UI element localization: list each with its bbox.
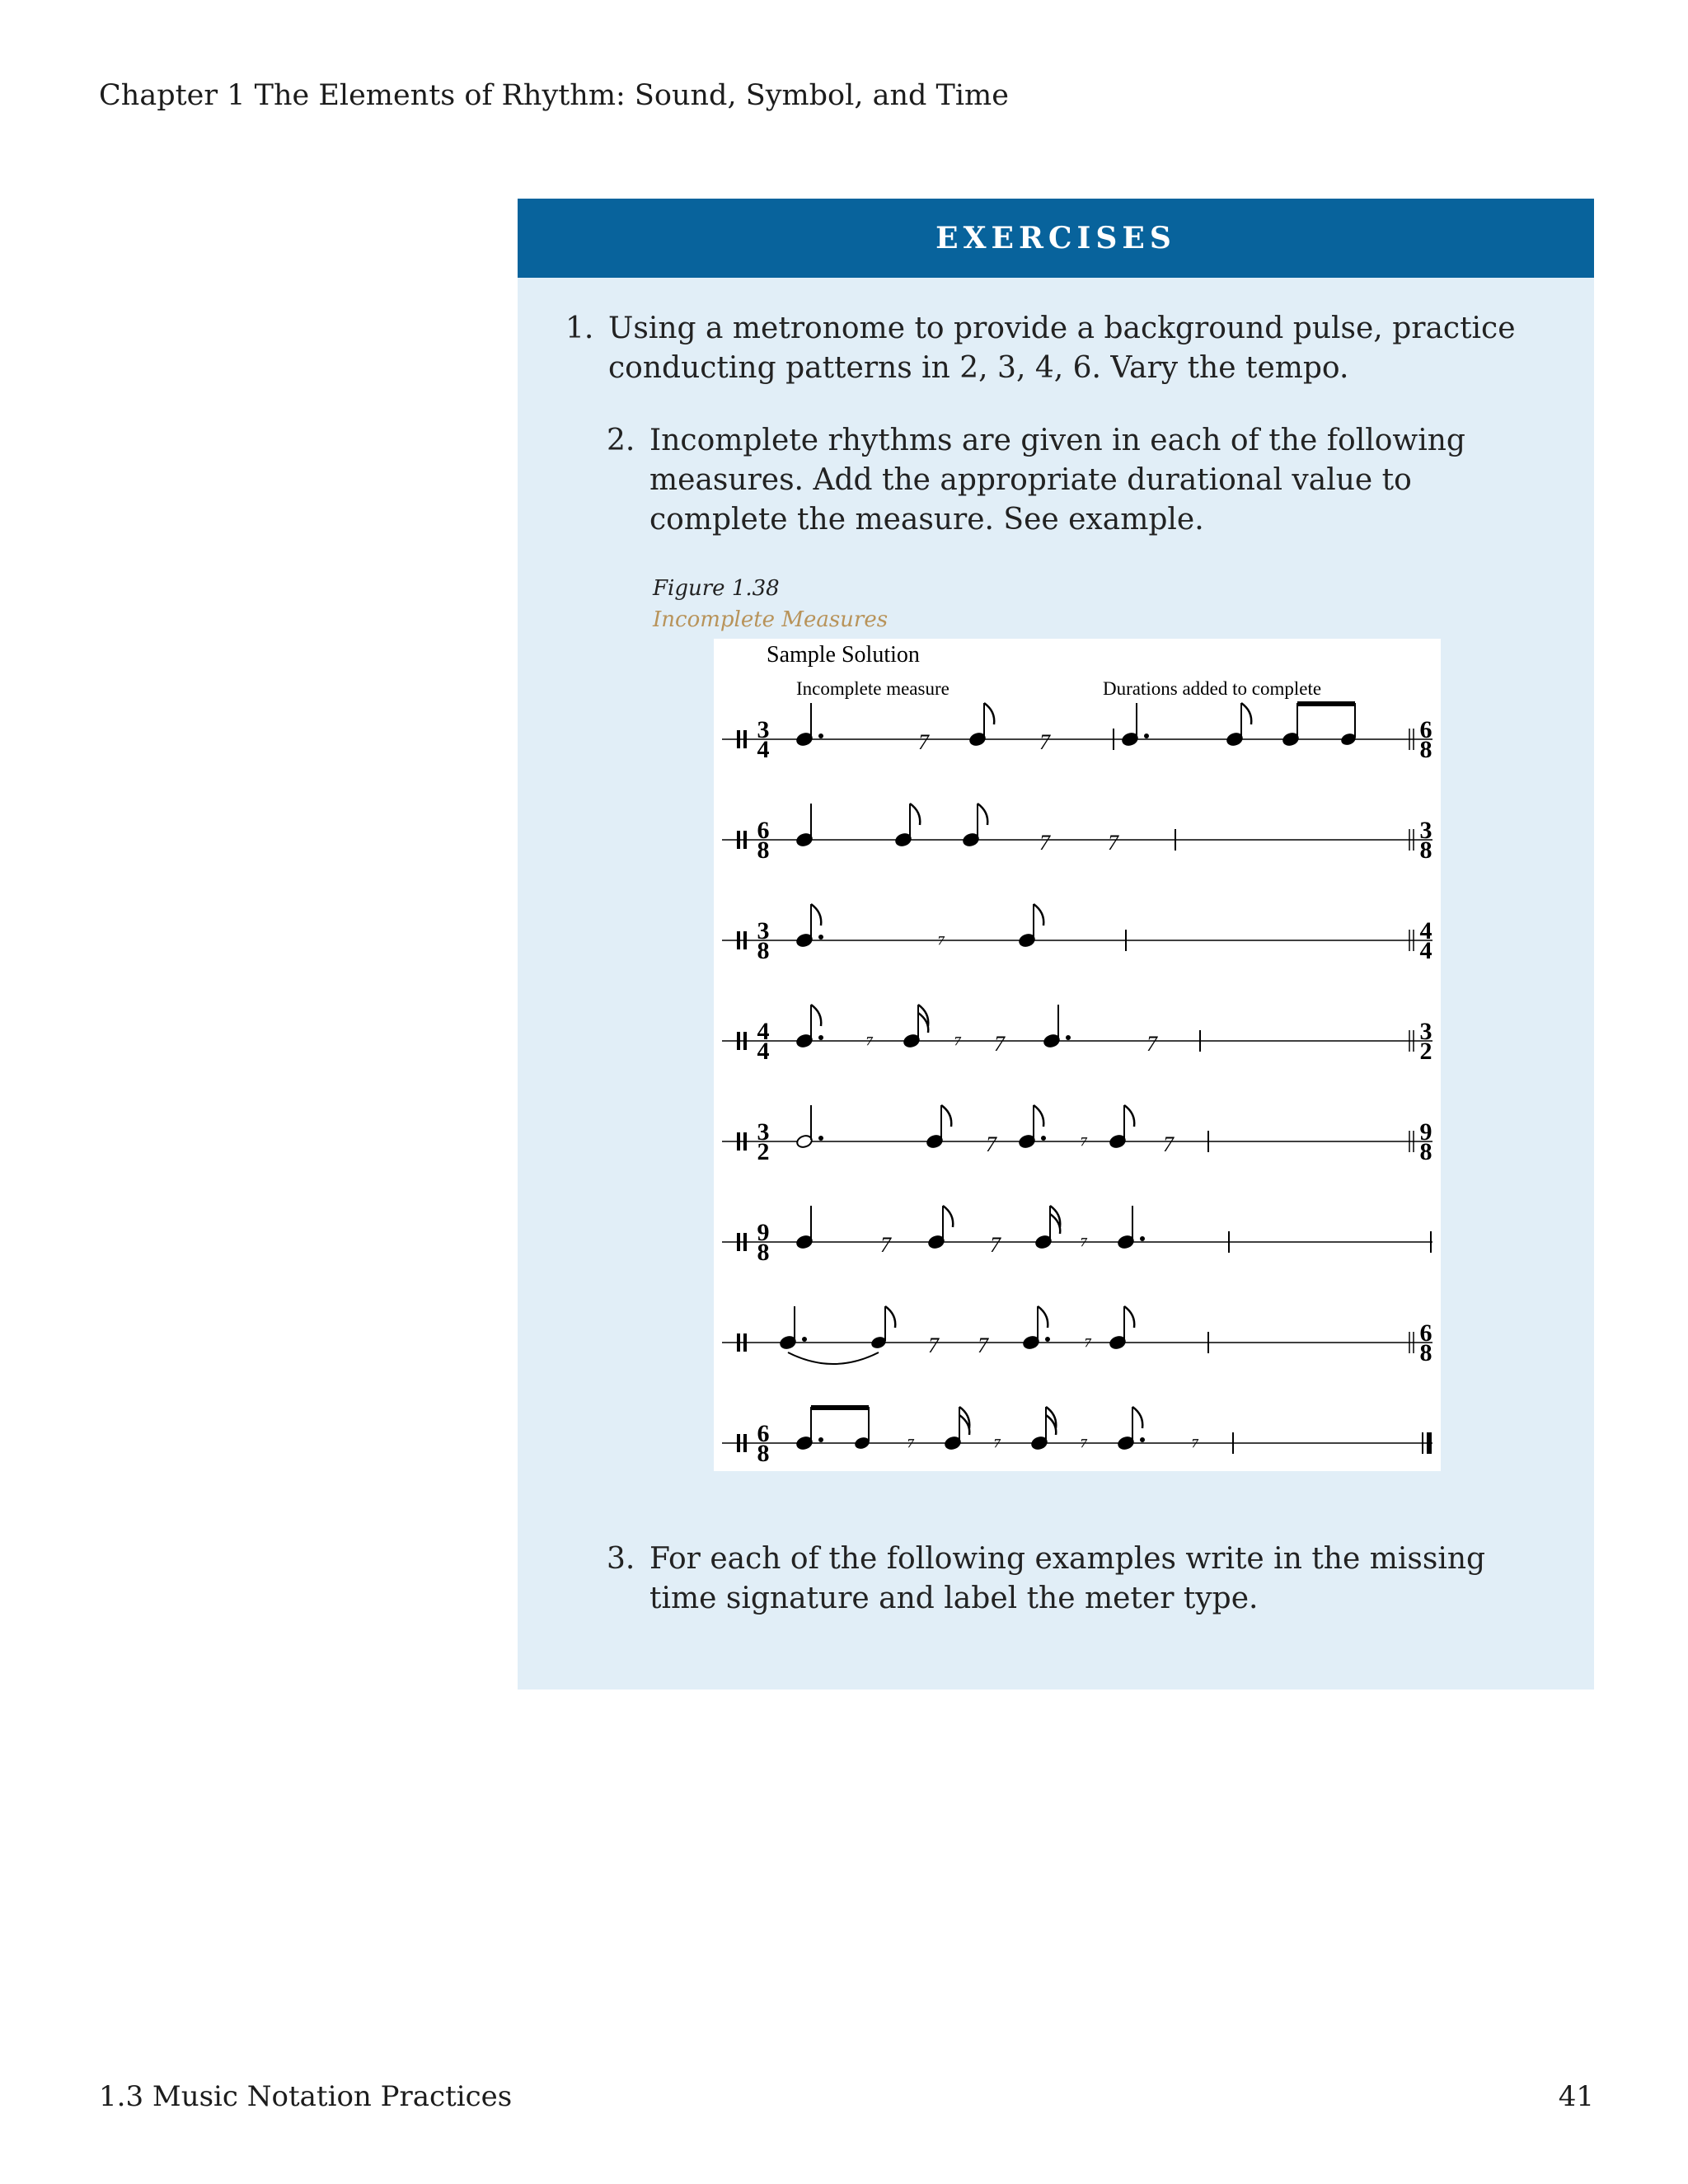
percussion-clef bbox=[737, 1233, 740, 1251]
final-bar-line bbox=[1427, 1432, 1432, 1454]
exercise-number: 2. bbox=[607, 424, 635, 457]
durations-added-label: Durations added to complete bbox=[1103, 678, 1322, 699]
dot bbox=[818, 1136, 823, 1141]
percussion-clef bbox=[737, 1132, 740, 1151]
end-time-signature-top: 4 bbox=[1419, 917, 1432, 944]
stave-row bbox=[722, 1206, 1432, 1266]
time-signature-top: 3 bbox=[757, 1118, 770, 1146]
note-flag bbox=[1124, 1105, 1134, 1127]
rest: ⁷ bbox=[1081, 1233, 1089, 1257]
rest: 7 bbox=[1146, 1032, 1157, 1056]
dot bbox=[1041, 1136, 1046, 1141]
percussion-clef bbox=[737, 730, 740, 748]
beam bbox=[811, 1405, 869, 1410]
rest: 7 bbox=[1039, 831, 1050, 855]
exercise-text: Using a metronome to provide a background pulse, practice conducting patterns in 2, 3, 4, 6. Vary the tempo. bbox=[608, 312, 1516, 385]
rest: 7 bbox=[1163, 1132, 1174, 1156]
exercise-number: 3. bbox=[607, 1542, 635, 1576]
end-time-signature-bottom: 4 bbox=[1419, 937, 1432, 964]
stave-row bbox=[722, 804, 1432, 864]
end-time-signature-top: 6 bbox=[1419, 1319, 1432, 1347]
percussion-clef bbox=[737, 1333, 740, 1352]
end-time-signature-top: 9 bbox=[1419, 1118, 1432, 1146]
end-time-signature-top: 3 bbox=[1419, 1018, 1432, 1045]
time-signature-bottom: 2 bbox=[757, 1138, 770, 1165]
time-signature-top: 3 bbox=[757, 716, 770, 743]
percussion-clef bbox=[743, 931, 747, 949]
time-signature-top: 9 bbox=[757, 1219, 770, 1246]
note-flag bbox=[1241, 703, 1251, 724]
rest: ⁷ bbox=[907, 1434, 916, 1458]
exercises-box bbox=[518, 199, 1594, 1690]
rest: ⁷ bbox=[938, 931, 946, 955]
note-flag bbox=[811, 1005, 821, 1026]
percussion-clef bbox=[743, 1233, 747, 1251]
dot bbox=[818, 1437, 823, 1442]
note-flag bbox=[1034, 1105, 1043, 1127]
rest: ⁷ bbox=[866, 1032, 874, 1056]
stave-row bbox=[722, 1306, 1432, 1366]
score-rows bbox=[722, 701, 1432, 1467]
time-signature-top: 4 bbox=[757, 1018, 770, 1045]
rest: ⁷ bbox=[994, 1434, 1002, 1458]
time-signature-bottom: 8 bbox=[757, 937, 770, 964]
exercise-number: 1. bbox=[565, 312, 594, 345]
rest: 7 bbox=[990, 1233, 1001, 1257]
dot bbox=[1144, 733, 1149, 738]
dot bbox=[1066, 1035, 1071, 1040]
time-signature-bottom: 4 bbox=[757, 736, 770, 763]
time-signature-bottom: 8 bbox=[757, 837, 770, 864]
end-time-signature-top: 6 bbox=[1419, 716, 1432, 743]
percussion-clef bbox=[743, 1032, 747, 1050]
exercises-header: EXERCISES bbox=[518, 199, 1594, 278]
end-time-signature-bottom: 8 bbox=[1419, 1138, 1432, 1165]
note-flag bbox=[978, 804, 987, 825]
time-signature-top: 6 bbox=[757, 817, 770, 844]
end-time-signature-bottom: 8 bbox=[1419, 736, 1432, 763]
rest: ⁷ bbox=[1085, 1333, 1093, 1357]
dot bbox=[802, 1337, 807, 1342]
percussion-clef bbox=[737, 831, 740, 849]
end-time-signature-bottom: 8 bbox=[1419, 837, 1432, 864]
rest: ⁷ bbox=[1192, 1434, 1200, 1458]
note-flag bbox=[811, 904, 821, 926]
note-flag bbox=[1038, 1306, 1048, 1328]
stave-row bbox=[722, 1405, 1432, 1467]
page-number: 41 bbox=[1558, 2080, 1594, 2113]
exercise-text: For each of the following examples write in the missing time signature and label the meter type. bbox=[649, 1542, 1486, 1615]
percussion-clef bbox=[737, 1434, 740, 1452]
footer-section: 1.3 Music Notation Practices bbox=[99, 2080, 513, 2113]
dot bbox=[1140, 1236, 1145, 1241]
time-signature-bottom: 4 bbox=[757, 1038, 770, 1065]
figure-label: Figure 1.38 bbox=[653, 576, 780, 601]
note-flag bbox=[1132, 1407, 1142, 1428]
rest: 7 bbox=[880, 1233, 891, 1257]
running-head: Chapter 1 The Elements of Rhythm: Sound, Symbol, and Time bbox=[99, 79, 1009, 112]
note-flag bbox=[885, 1306, 895, 1328]
stave-row bbox=[722, 904, 1432, 964]
dot bbox=[1045, 1337, 1050, 1342]
percussion-clef bbox=[743, 831, 747, 849]
tie bbox=[788, 1352, 879, 1364]
rest: 7 bbox=[928, 1333, 939, 1357]
note-flag bbox=[910, 804, 920, 825]
percussion-clef bbox=[737, 1032, 740, 1050]
percussion-clef bbox=[743, 1333, 747, 1352]
end-time-signature-bottom: 8 bbox=[1419, 1339, 1432, 1366]
rest: ⁷ bbox=[954, 1032, 963, 1056]
sample-solution-title: Sample Solution bbox=[767, 642, 920, 668]
note-flag bbox=[1034, 904, 1043, 926]
percussion-clef bbox=[743, 1434, 747, 1452]
rest: 7 bbox=[1039, 730, 1050, 754]
rest: ⁷ bbox=[1081, 1132, 1089, 1156]
rest: 7 bbox=[978, 1333, 988, 1357]
time-signature-bottom: 8 bbox=[757, 1440, 770, 1467]
beam bbox=[1297, 701, 1355, 706]
incomplete-measure-label: Incomplete measure bbox=[796, 678, 950, 699]
dot bbox=[1140, 1437, 1145, 1442]
rest: 7 bbox=[994, 1032, 1005, 1056]
rest: 7 bbox=[1108, 831, 1118, 855]
stave-row bbox=[722, 1105, 1432, 1165]
end-time-signature-bottom: 2 bbox=[1419, 1038, 1432, 1065]
rest: 7 bbox=[986, 1132, 996, 1156]
time-signature-bottom: 8 bbox=[757, 1239, 770, 1266]
note-flag bbox=[941, 1105, 951, 1127]
note-flag bbox=[943, 1206, 953, 1227]
note-flag bbox=[1124, 1306, 1134, 1328]
dot bbox=[818, 733, 823, 738]
time-signature-top: 3 bbox=[757, 917, 770, 944]
figure-title: Incomplete Measures bbox=[653, 607, 889, 632]
score-svg bbox=[714, 639, 1441, 1471]
rest: ⁷ bbox=[1081, 1434, 1089, 1458]
dot bbox=[818, 1035, 823, 1040]
music-score-figure bbox=[714, 639, 1441, 1471]
time-signature-top: 6 bbox=[757, 1420, 770, 1447]
stave-row bbox=[722, 701, 1432, 763]
end-time-signature-top: 3 bbox=[1419, 817, 1432, 844]
percussion-clef bbox=[743, 1132, 747, 1151]
note-flag bbox=[984, 703, 994, 724]
dot bbox=[818, 935, 823, 940]
stave-row bbox=[722, 1005, 1432, 1065]
rest: 7 bbox=[918, 730, 929, 754]
percussion-clef bbox=[737, 931, 740, 949]
exercise-text: Incomplete rhythms are given in each of the following measures. Add the appropriate durational value to complete the measure. See example. bbox=[649, 424, 1465, 537]
percussion-clef bbox=[743, 730, 747, 748]
